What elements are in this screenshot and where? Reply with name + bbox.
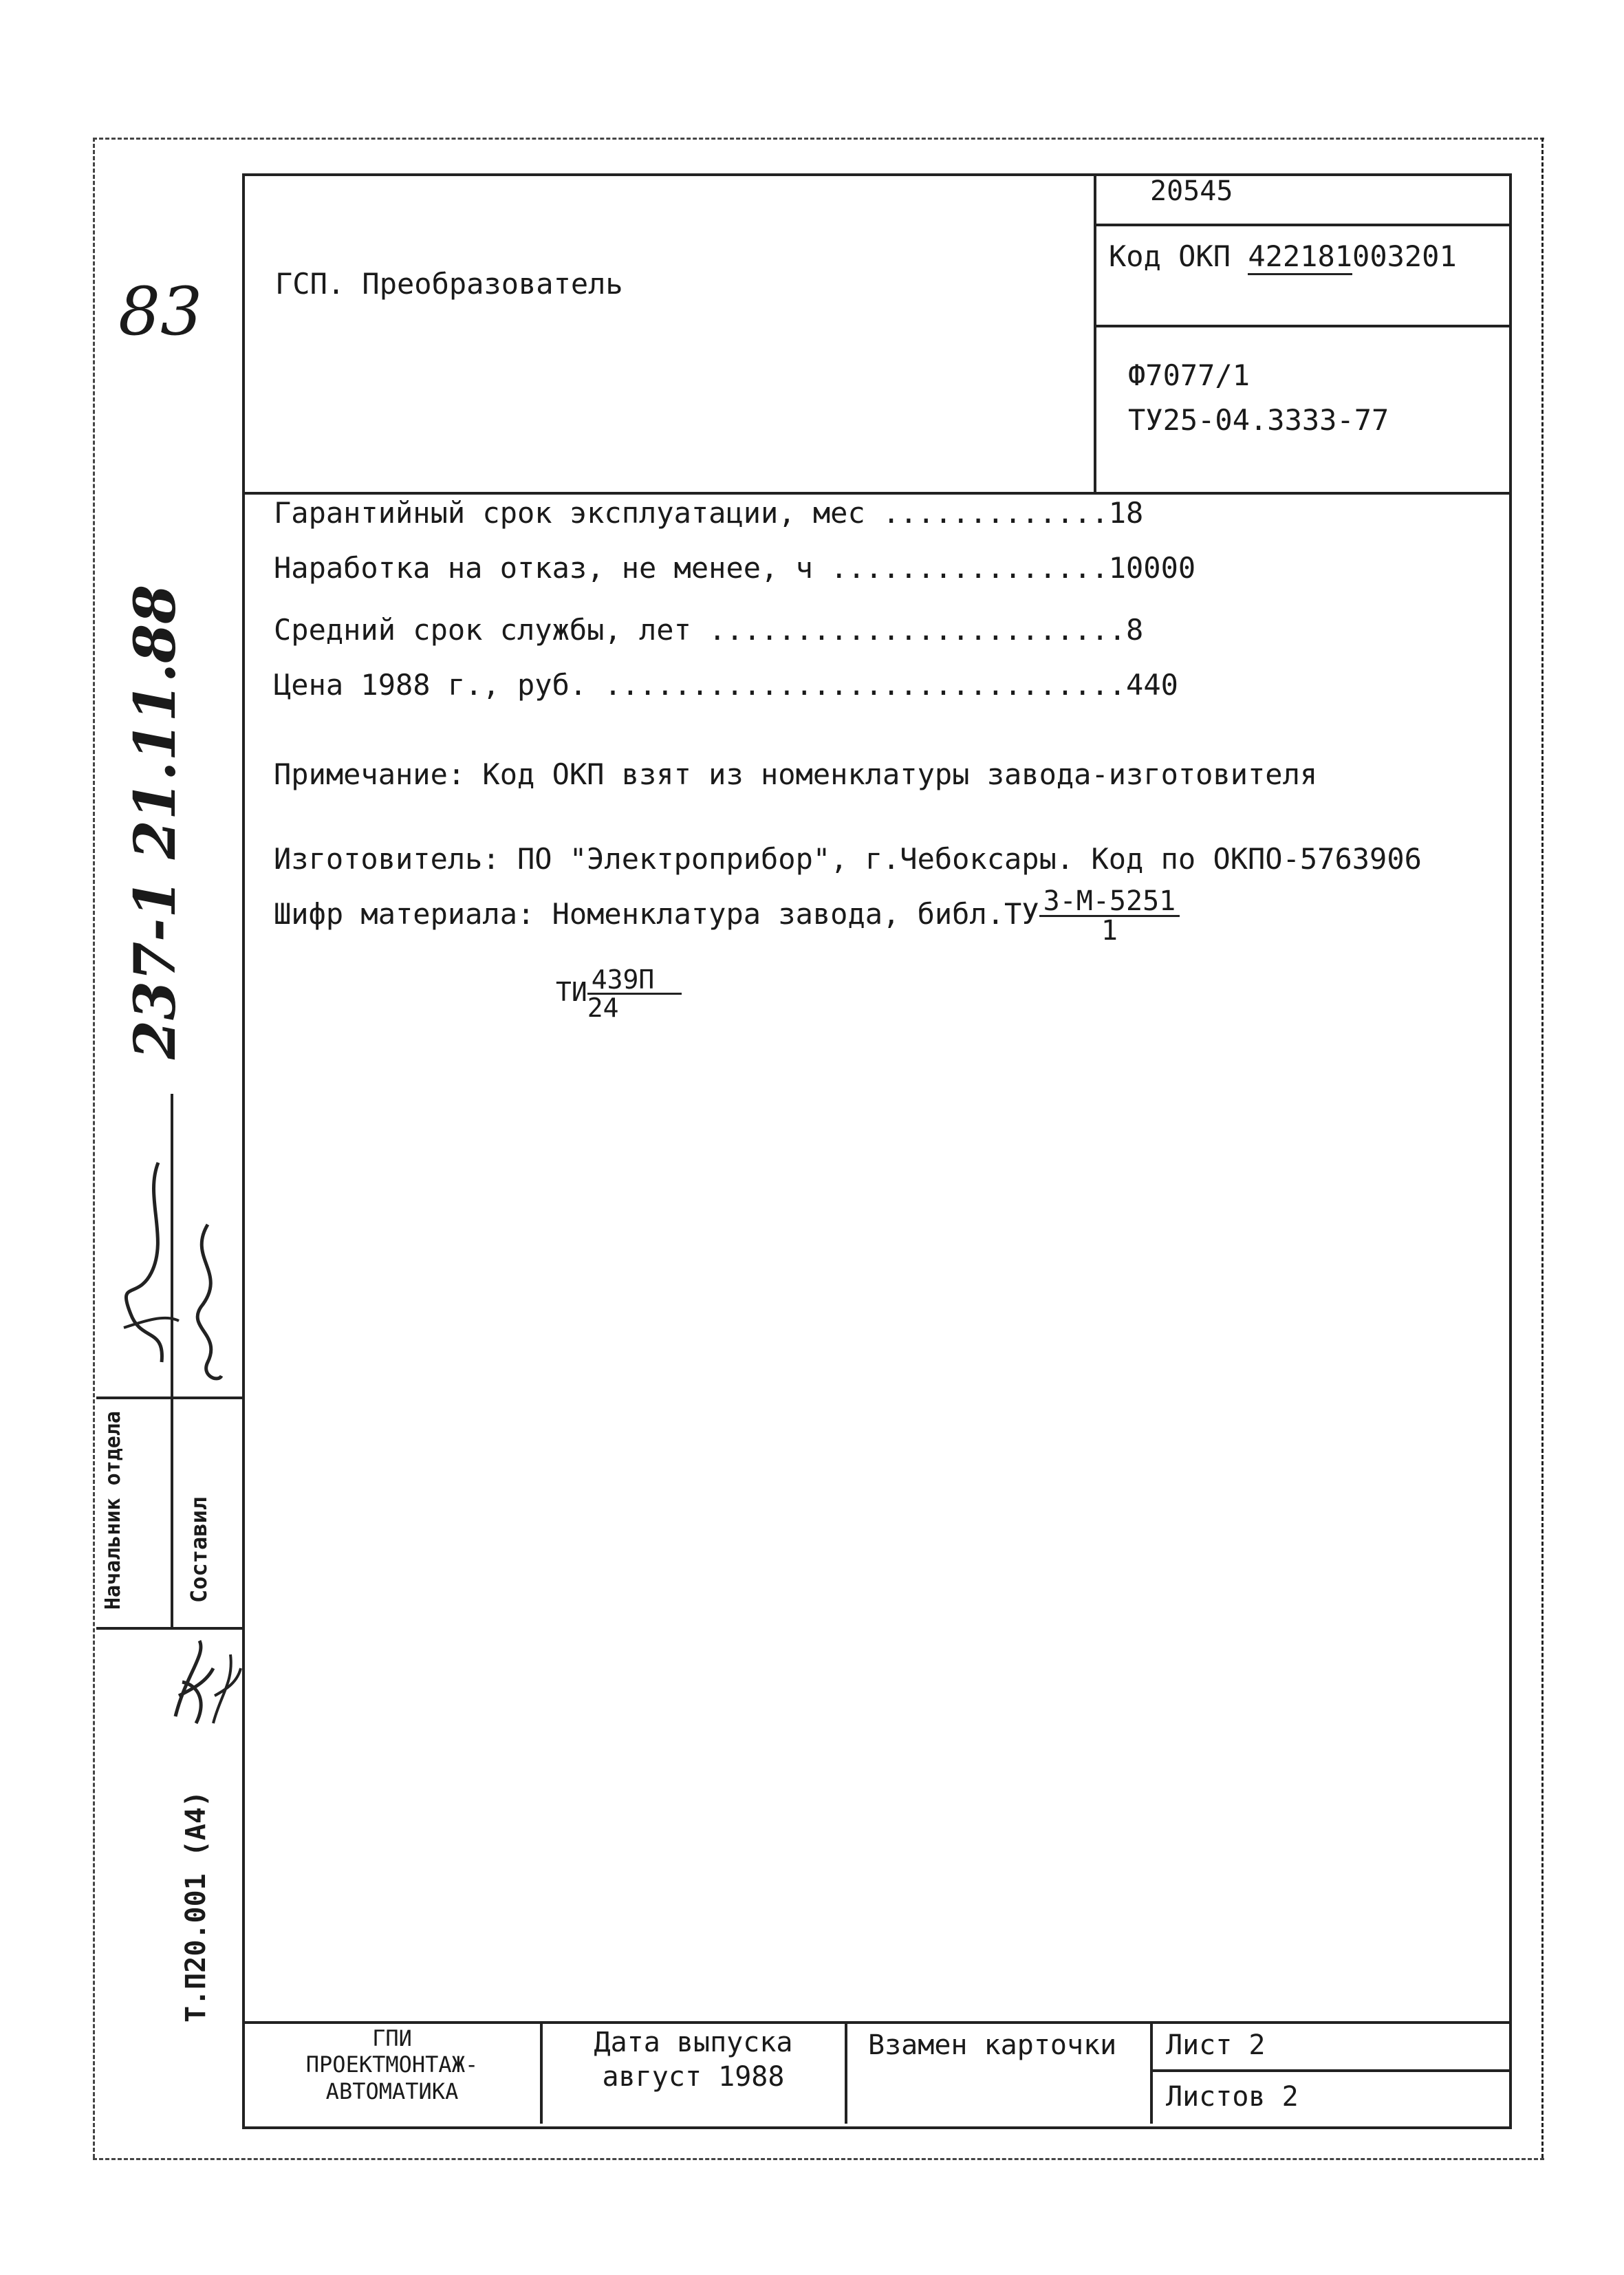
margin-box-divider bbox=[171, 1397, 173, 1627]
ti-fraction bbox=[587, 964, 682, 1023]
spec-value: 8 bbox=[1126, 613, 1144, 647]
footer-col-divider-3 bbox=[1150, 2021, 1153, 2124]
sheets-label: Листов 2 bbox=[1166, 2081, 1299, 2113]
okp-code-rest: 003201 bbox=[1352, 239, 1457, 273]
org-line-2: ПРОЕКТМОНТАЖ- bbox=[305, 2051, 479, 2078]
ti-numerator: 439П bbox=[587, 967, 682, 995]
model-number: Ф7077/1 bbox=[1128, 358, 1251, 392]
signature-head-of-dept bbox=[103, 1156, 186, 1383]
page-border-bottom bbox=[93, 2158, 1544, 2160]
header-divider bbox=[242, 492, 1509, 495]
tu-denominator: 1 bbox=[1101, 915, 1118, 947]
spec-row-service-life bbox=[274, 613, 1144, 647]
replaces-label: Взамен карточки bbox=[868, 2029, 1117, 2061]
footer-divider bbox=[242, 2021, 1509, 2024]
compiled-label: Составил bbox=[186, 1496, 212, 1603]
signature-compiler-short bbox=[206, 1641, 248, 1737]
page-border-left bbox=[93, 138, 95, 2158]
org-block bbox=[245, 2025, 539, 2104]
okp-label: Код ОКП bbox=[1109, 239, 1231, 273]
release-date: август 1988 bbox=[602, 2061, 785, 2093]
spec-label: Наработка на отказ, не менее, ч ................ bbox=[274, 551, 1109, 585]
sheet-label: Лист 2 bbox=[1166, 2029, 1266, 2061]
card-number: 20545 bbox=[1150, 175, 1233, 207]
tu-fraction bbox=[1039, 887, 1180, 945]
margin-box-bottom bbox=[96, 1627, 242, 1630]
org-line-1: ГПИ bbox=[372, 2025, 412, 2051]
spec-value: 18 bbox=[1108, 496, 1144, 530]
material-code bbox=[274, 887, 1180, 945]
footer-col-divider-2 bbox=[845, 2021, 847, 2124]
spec-number: ТУ25-04.3333-77 bbox=[1128, 403, 1389, 437]
footer-sheet-divider bbox=[1150, 2069, 1509, 2072]
tu-numerator: 3-М-5251 bbox=[1039, 887, 1180, 917]
signature-compiler bbox=[180, 1218, 235, 1390]
spec-value: 10000 bbox=[1108, 551, 1196, 585]
spec-row-price bbox=[274, 668, 1178, 702]
okp-code-underlined: 422181 bbox=[1248, 239, 1352, 275]
release-block bbox=[543, 2025, 844, 2094]
spec-value: 440 bbox=[1126, 668, 1178, 702]
spec-label: Средний срок службы, лет ........................ bbox=[274, 613, 1127, 647]
okp-code bbox=[1109, 239, 1457, 273]
page-number: 83 bbox=[118, 273, 203, 350]
card-frame bbox=[242, 173, 1512, 2129]
registration-note bbox=[122, 585, 188, 1059]
material-label: Шифр материала: Номенклатура завода, библ.ТУ bbox=[274, 897, 1039, 931]
release-label: Дата выпуска bbox=[594, 2027, 793, 2058]
spec-row-warranty bbox=[274, 496, 1144, 530]
page-border-top bbox=[93, 138, 1544, 140]
head-of-dept-label: Начальник отдела bbox=[101, 1411, 125, 1610]
note-text: Примечание: Код ОКП взят из номенклатуры завода-изготовителя bbox=[274, 757, 1318, 791]
card-title: ГСП. Преобразователь bbox=[275, 267, 623, 301]
header-okp-divider bbox=[1094, 325, 1509, 327]
header-number-divider bbox=[1094, 224, 1509, 226]
manufacturer-text: Изготовитель: ПО "Электроприбор", г.Чебоксары. Код по ОКПО-5763906 bbox=[274, 842, 1422, 876]
ti-denominator: 24 bbox=[587, 993, 619, 1023]
spec-row-mtbf bbox=[274, 551, 1196, 585]
spec-label: Цена 1988 г., руб. .............................. bbox=[274, 668, 1127, 702]
ti-code bbox=[556, 964, 682, 1023]
org-line-3: АВТОМАТИКА bbox=[325, 2078, 459, 2104]
registration-number: 237-1 bbox=[122, 859, 188, 1059]
registration-date: 21.11.88 bbox=[122, 584, 188, 860]
margin-box-top bbox=[96, 1397, 242, 1399]
form-code: Т.П20.001 (А4) bbox=[180, 1790, 212, 2023]
ti-prefix: ТИ bbox=[556, 977, 587, 1007]
page-border-right bbox=[1541, 138, 1544, 2158]
header-right-divider bbox=[1094, 173, 1096, 492]
spec-label: Гарантийный срок эксплуатации, мес ............. bbox=[274, 496, 1109, 530]
